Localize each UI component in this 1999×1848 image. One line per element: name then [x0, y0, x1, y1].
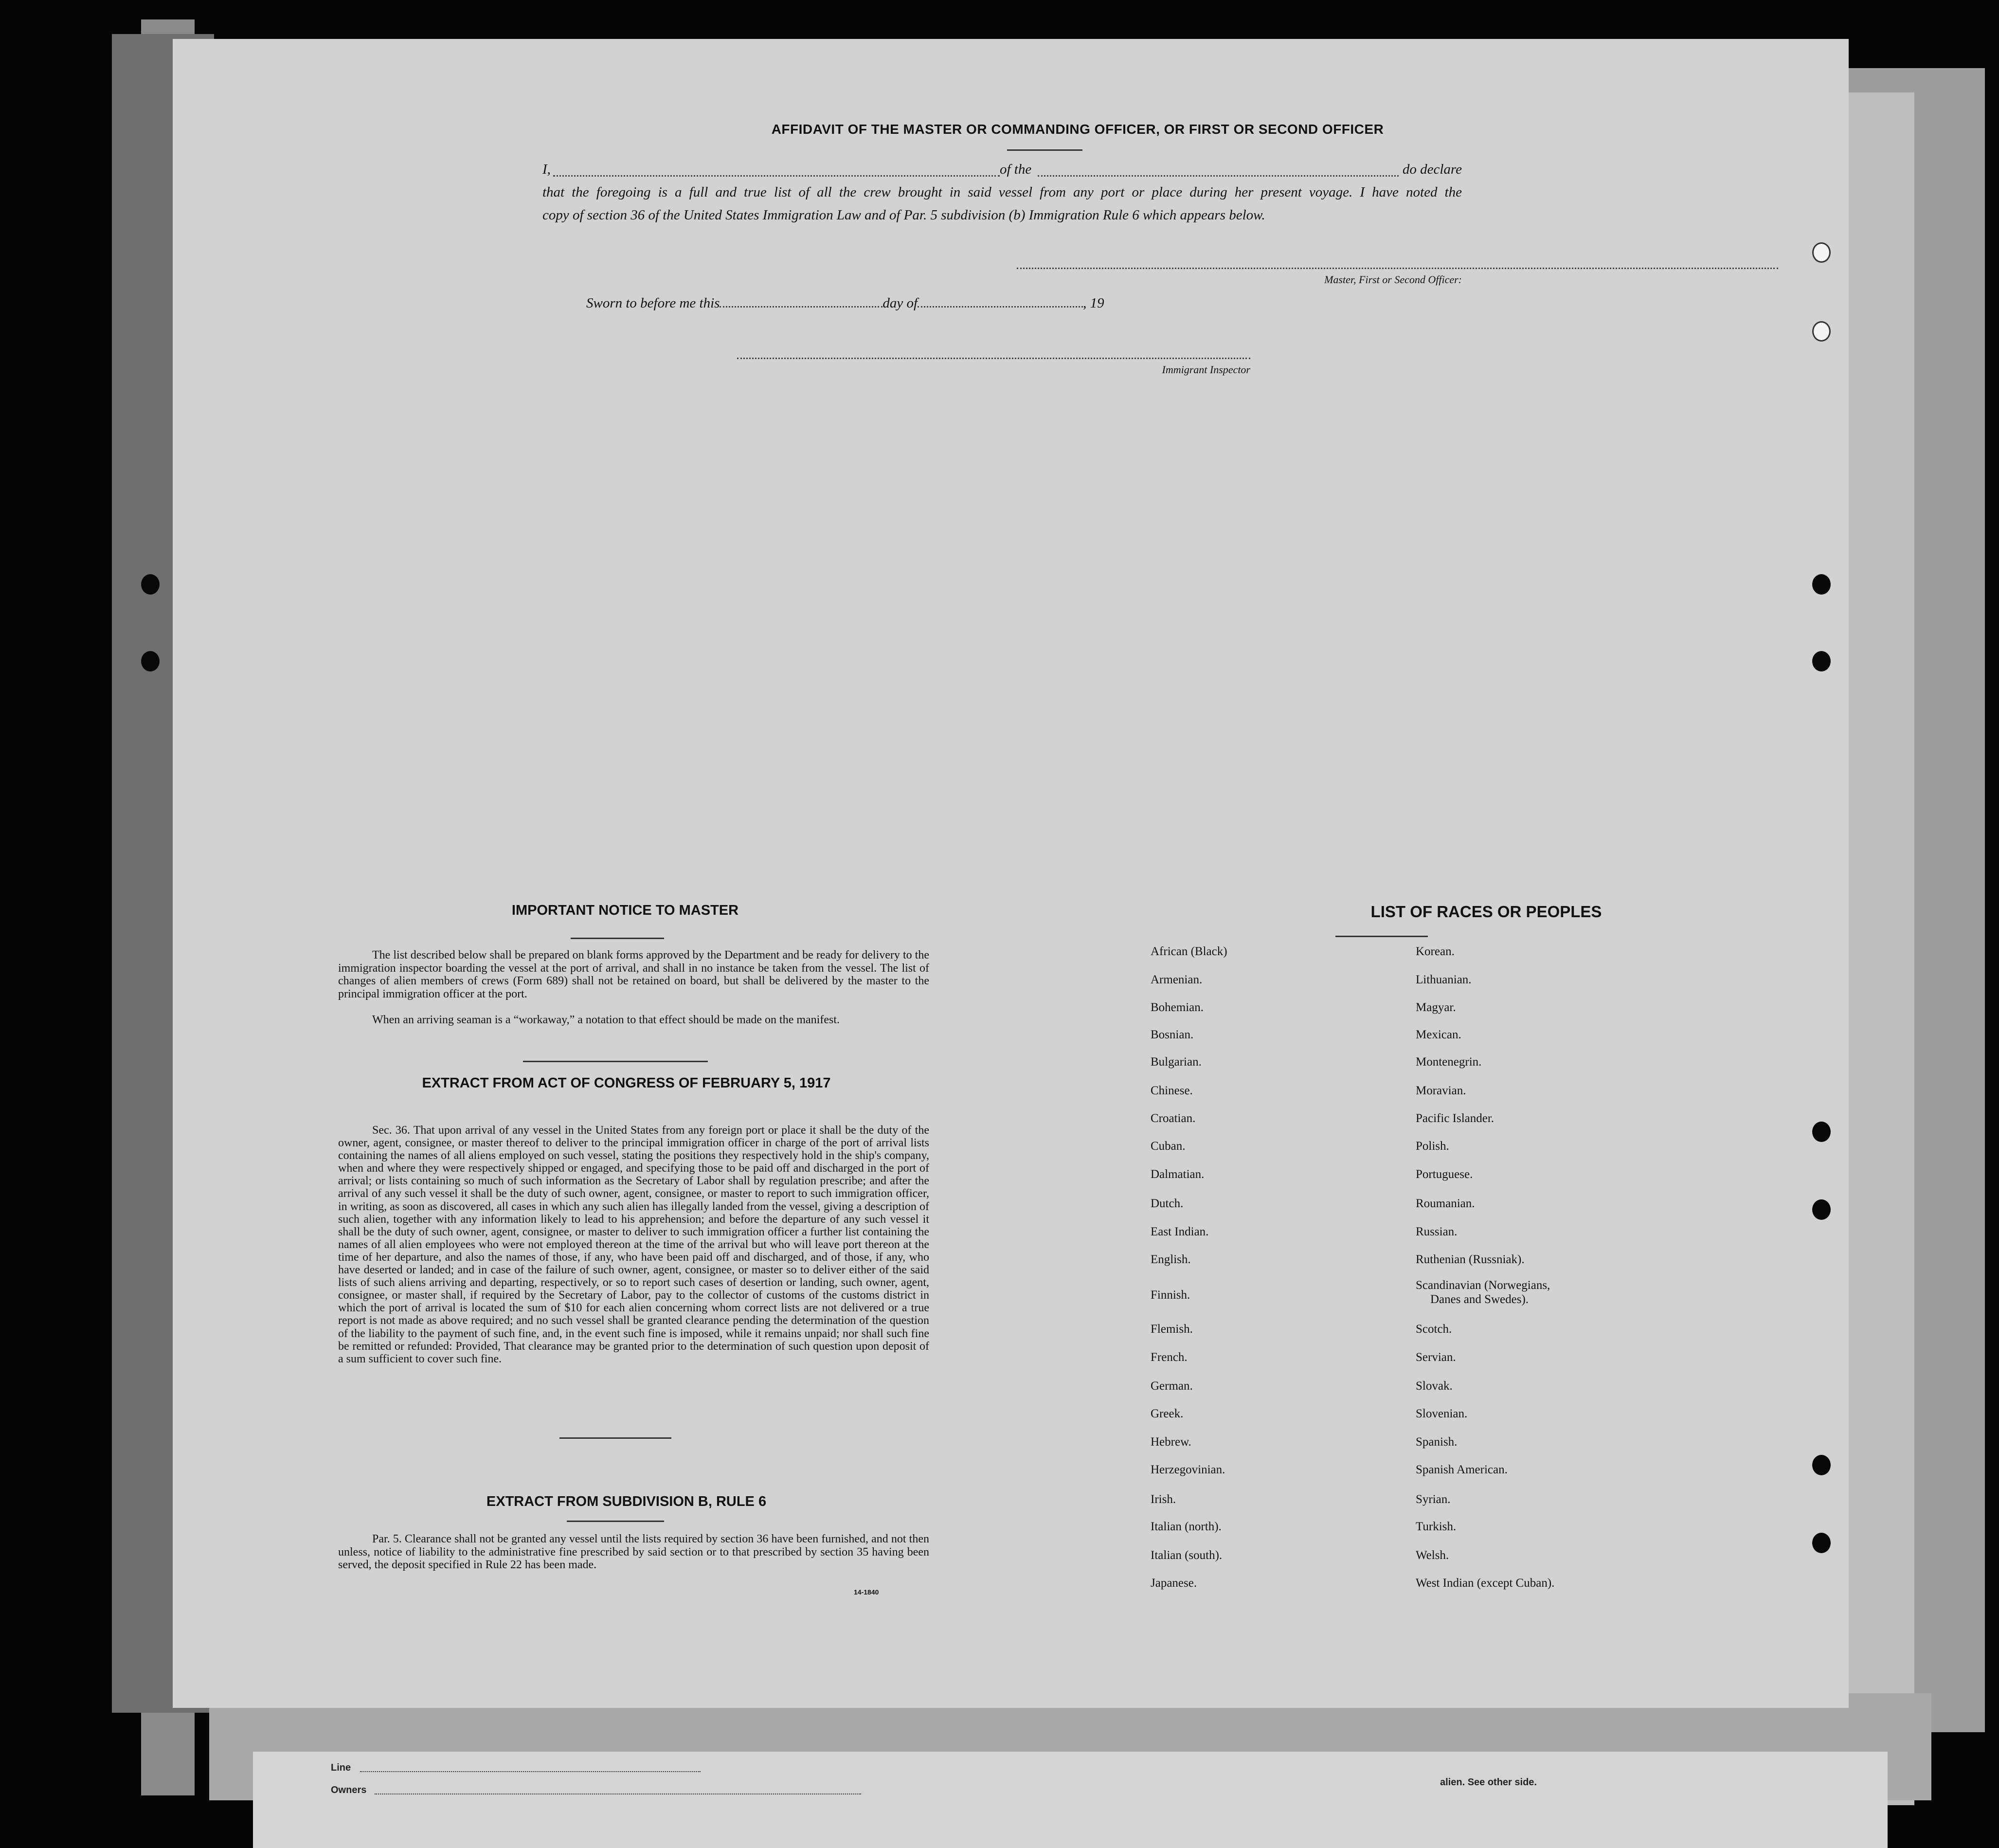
inspector-caption: Immigrant Inspector	[1162, 363, 1250, 376]
race-item: Korean.	[1416, 945, 1455, 958]
race-item: Irish.	[1151, 1493, 1176, 1506]
race-item: Armenian.	[1151, 973, 1203, 986]
sworn-month-field	[918, 306, 1083, 308]
extract-act-title: EXTRACT FROM ACT OF CONGRESS OF FEBRUARY 5, 1917	[422, 1075, 831, 1091]
race-item: Bulgarian.	[1151, 1055, 1202, 1069]
race-item: Bosnian.	[1151, 1028, 1194, 1041]
punch-hole	[1812, 242, 1831, 263]
underlying-sheet-right-edge	[1846, 92, 1914, 1805]
affidavit-line-3: copy of section 36 of the United States Immigration Law and of Par. 5 subdivision (b) Immigration Rule 6 which appears below.	[542, 207, 1265, 223]
punch-hole	[1812, 321, 1831, 342]
race-item: Spanish.	[1416, 1435, 1458, 1449]
affidavit-title: AFFIDAVIT OF THE MASTER OR COMMANDING OFFICER, OR FIRST OR SECOND OFFICER	[771, 122, 1384, 137]
race-item: Hebrew.	[1151, 1435, 1191, 1449]
race-item: Moravian.	[1416, 1084, 1466, 1097]
signature-line	[1017, 268, 1778, 269]
extract-act-text: Sec. 36. That upon arrival of any vessel in the United States from any foreign port or place it shall be the duty of the owner, agent, consignee, or master thereof to deliver to the principal immigration officer in charge of the port of arrival lists containing the names of all aliens employed on such vessel, stating the positions they respectively hold in the ship's company, when and where they were respectively shipped or engaged, and specifying those to be paid off and discharged in the port of arrival; or lists containing so much of such information as the Secretary of Labor shall by regulation prescribe; and after the arrival of any such vessel it shall be the duty of such owner, agent, consignee, or master to report to such immigration officer, in writing, as soon as discovered, all cases in which any such alien has illegally landed from the vessel, giving a description of such alien, together with any information likely to lead to his apprehension; and before the departure of any such vessel it shall be the duty of such owner, agent, consignee, or master to deliver to such immigration officer a further list containing the names of all alien employees who were not employed thereon at the time of the arrival but who will leave port thereon at the time of her departure, and also the names of those, if any, who have been paid off and discharged, and of those, if any, who have deserted or landed; and in case of the failure of such owner, agent, consignee, or master so to deliver either of the said lists of such aliens arriving and departing, respectively, or so to report such cases of desertion or landing, such owner, agent, consignee, or master shall, if required by the Secretary of Labor, pay to the collector of customs of the customs district in which the port of arrival is located the sum of $10 for each alien concerning whom correct lists are not delivered or a true report is not made as above required; and no such vessel shall be granted clearance pending the determination of the question of the liability to the payment of such fine, and, in the event such fine is imposed, while it remains unpaid; nor shall such fine be remitted or refunded: Provided, That clearance may be granted prior to the determination of such question upon deposit of a sum sufficient to cover such fine.	[338, 1124, 929, 1365]
race-item: Turkish.	[1416, 1520, 1457, 1533]
race-item: English.	[1151, 1253, 1191, 1266]
sworn-day-field	[720, 306, 882, 308]
section-rule	[559, 1437, 671, 1439]
race-item: Ruthenian (Russniak).	[1416, 1253, 1525, 1266]
race-item: Syrian.	[1416, 1493, 1451, 1506]
races-title: LIST OF RACES OR PEOPLES	[1370, 903, 1602, 921]
race-item: Russian.	[1416, 1225, 1458, 1238]
race-item: Cuban.	[1151, 1140, 1186, 1153]
owners-label: Owners	[331, 1785, 367, 1795]
affidavit-line-2: that the foregoing is a full and true list of all the crew brought in said vessel from any port or place during her present voyage. I have noted the	[542, 184, 1462, 200]
affidavit-do-declare: do declare	[1402, 162, 1462, 177]
notice-paragraph-2: When an arriving seaman is a “workaway,” a notation to that effect should be made on the manifest.	[372, 1014, 840, 1026]
race-item: Lithuanian.	[1416, 973, 1472, 986]
race-item: German.	[1151, 1379, 1193, 1393]
extract-rule-title: EXTRACT FROM SUBDIVISION B, RULE 6	[486, 1494, 767, 1509]
inspector-signature-line	[737, 358, 1250, 359]
race-item: Finnish.	[1151, 1288, 1190, 1302]
vessel-field	[1038, 175, 1399, 177]
punch-hole	[1812, 1122, 1831, 1142]
race-item: Bohemian.	[1151, 1001, 1204, 1014]
punch-hole	[1812, 651, 1831, 671]
race-item: Pacific Islander.	[1416, 1112, 1495, 1125]
section-rule	[523, 1061, 708, 1062]
sworn-day-of: day of	[882, 295, 918, 311]
form-number: 14-1840	[854, 1588, 879, 1596]
punch-hole	[1812, 574, 1831, 595]
race-item: Spanish American.	[1416, 1463, 1508, 1476]
race-item: Scotch.	[1416, 1323, 1452, 1336]
race-item: Flemish.	[1151, 1323, 1193, 1336]
notice-title: IMPORTANT NOTICE TO MASTER	[511, 903, 739, 918]
race-item: Roumanian.	[1416, 1197, 1475, 1210]
race-item: Scandinavian (Norwegians,	[1416, 1279, 1550, 1292]
name-field	[553, 175, 1000, 177]
punch-hole	[1812, 1199, 1831, 1220]
form-page	[173, 39, 1849, 1708]
race-item: Italian (south).	[1151, 1549, 1223, 1562]
race-item: Chinese.	[1151, 1084, 1193, 1097]
punch-hole	[141, 574, 160, 595]
race-item: Danes and Swedes).	[1430, 1293, 1529, 1306]
punch-hole	[141, 651, 160, 671]
race-item: African (Black)	[1151, 945, 1227, 958]
affidavit-of-the: of the	[1000, 162, 1032, 177]
race-item: Portuguese.	[1416, 1168, 1473, 1181]
race-item: East Indian.	[1151, 1225, 1209, 1238]
see-other-side-note: alien. See other side.	[1440, 1777, 1537, 1788]
sworn-line	[586, 295, 1365, 311]
line-label: Line	[331, 1762, 351, 1773]
race-item: West Indian (except Cuban).	[1416, 1576, 1555, 1590]
title-rule	[1007, 149, 1082, 151]
title-rule	[567, 1521, 664, 1522]
underlying-sheet-bottom-front	[253, 1752, 1888, 1848]
race-item: Montenegrin.	[1416, 1055, 1482, 1069]
signature-caption: Master, First or Second Officer:	[1324, 273, 1462, 286]
affidavit-i: I,	[542, 162, 551, 177]
race-item: Dalmatian.	[1151, 1168, 1205, 1181]
race-item: Magyar.	[1416, 1001, 1456, 1014]
race-item: Mexican.	[1416, 1028, 1461, 1041]
notice-paragraph-1: The list described below shall be prepared on blank forms approved by the Department and be ready for delivery to the immigration inspector boarding the vessel at the port of arrival, and shall in no instance be taken from the vessel. The list of changes of alien members of crews (Form 689) shall not be retained on board, but shall be delivered by the master to the principal immigration officer at the port.	[338, 949, 929, 1000]
race-item: Herzegovinian.	[1151, 1463, 1225, 1476]
title-rule	[1335, 936, 1428, 937]
race-item: Servian.	[1416, 1351, 1456, 1364]
race-item: Japanese.	[1151, 1576, 1197, 1590]
race-item: Polish.	[1416, 1140, 1449, 1153]
race-item: Slovenian.	[1416, 1407, 1468, 1420]
race-item: French.	[1151, 1351, 1188, 1364]
title-rule	[571, 938, 664, 939]
affidavit-body	[542, 158, 1462, 227]
punch-hole	[1812, 1533, 1831, 1553]
race-item: Croatian.	[1151, 1112, 1196, 1125]
affidavit-line-1	[542, 158, 1462, 181]
race-item: Welsh.	[1416, 1549, 1449, 1562]
extract-rule-text: Par. 5. Clearance shall not be granted any vessel until the lists required by section 36 have been furnished, and not then unless, notice of liability to the administrative fine prescribed by said section or to that prescribed by section 35 having been served, the deposit specified in Rule 22 has been made.	[338, 1533, 929, 1571]
race-item: Slovak.	[1416, 1379, 1453, 1393]
punch-hole	[1812, 1455, 1831, 1475]
race-item: Greek.	[1151, 1407, 1184, 1420]
sworn-year: , 19	[1083, 295, 1104, 311]
race-item: Italian (north).	[1151, 1520, 1222, 1533]
line-field	[360, 1771, 701, 1772]
race-item: Dutch.	[1151, 1197, 1184, 1210]
sworn-prefix: Sworn to before me this	[586, 295, 720, 311]
